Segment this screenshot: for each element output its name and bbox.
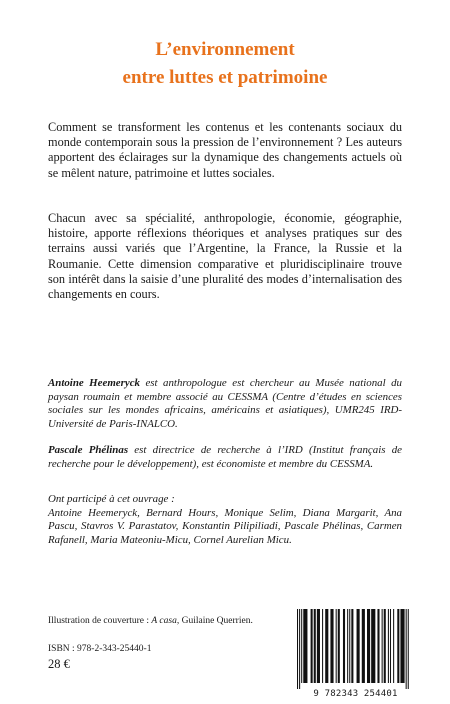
cover-credit-prefix: Illustration de couverture : [48, 616, 152, 626]
author-bio-2 [48, 444, 402, 471]
barcode-bar [336, 609, 337, 683]
barcode-bar [377, 609, 379, 683]
isbn: ISBN : 978-2-343-25440-1 [48, 644, 152, 654]
book-title [0, 36, 450, 92]
barcode-bar [382, 609, 383, 683]
barcode-bar [406, 609, 407, 689]
contributors-label: Ont participé à cet ouvrage : [48, 493, 175, 505]
barcode-bar [349, 609, 350, 683]
barcode-bar [388, 609, 389, 683]
title-line-1: L’environnement [155, 39, 295, 60]
barcode-bar [347, 609, 348, 683]
title-line-2: entre luttes et patrimoine [122, 67, 328, 88]
barcode-bar [408, 609, 409, 689]
cover-credit [48, 616, 253, 626]
barcode-bar [400, 609, 404, 683]
barcode-bar [325, 609, 328, 683]
barcode-bar [297, 609, 298, 689]
barcode-bar [390, 609, 391, 683]
barcode-digits: 9 782343 254401 [313, 689, 398, 699]
barcode-bar [393, 609, 394, 683]
author-bio-text-2: est directrice de recherche à l’IRD (Institut français de recherche pour le développement), est économiste et membre du CESSMA. [48, 444, 402, 470]
barcode-bar [301, 609, 302, 683]
cover-credit-work: A casa [151, 616, 177, 626]
barcode [297, 609, 414, 689]
author-bio-text-1: est anthropologue est chercheur au Musée national du paysan roumain et membre associé au CESSMA (Centre d’études en sciences sociales sur les mondes africains, américains et asiatiques), UMR245 IRD-Université de Paris-INALCO. [48, 377, 402, 430]
barcode-bar [362, 609, 365, 683]
barcode-bar [311, 609, 313, 683]
barcode-bar [322, 609, 323, 683]
author-name-1: Antoine Heemeryck [48, 377, 140, 389]
author-name-2: Pascale Phélinas [48, 444, 129, 456]
barcode-bar [367, 609, 370, 683]
barcode-bar [317, 609, 320, 683]
barcode-bar [299, 609, 300, 689]
barcode-bar [343, 609, 345, 683]
barcode-bar [357, 609, 360, 683]
summary-paragraph-2: Chacun avec sa spécialité, anthropologie, économie, géographie, histoire, apporte réflexions théoriques et analyses pratiques sur des terrains aussi variés que l’Argentine, la France, la Russie et la Roumanie. Cette dimension comparative et pluridisciplinaire trouve son intérêt dans la saisie d’une pluralité des modes d’internalisation des changements en cours. [48, 211, 402, 302]
barcode-bar [314, 609, 316, 683]
author-bio-1 [48, 377, 402, 431]
barcode-bar [351, 609, 353, 683]
contributors-names: Antoine Heemeryck, Bernard Hours, Monique Selim, Diana Margarit, Ana Pascu, Stavros V. Parastatov, Konstantin Pilipiliadi, Pascale Phélinas, Carmen Rafanell, Maria Mateoniu-Micu, Cornel Aurelian Micu. [48, 506, 402, 546]
cover-credit-suffix: , Guilaine Querrien. [176, 616, 253, 626]
contributors [48, 493, 402, 547]
barcode-bar [371, 609, 375, 683]
barcode-bar [384, 609, 386, 683]
barcode-bar [338, 609, 340, 683]
barcode-bar [330, 609, 333, 683]
price: 28 € [48, 657, 70, 671]
summary-paragraph-1: Comment se transforment les contenus et les contenants sociaux du monde contemporain sous la pression de l’environnement ? Les auteurs apportent des éclairages sur la dynamique des changements actuels où se mêlent nature, patrimoine et luttes sociales. [48, 120, 402, 180]
barcode-bar [303, 609, 307, 683]
barcode-bar [397, 609, 399, 683]
